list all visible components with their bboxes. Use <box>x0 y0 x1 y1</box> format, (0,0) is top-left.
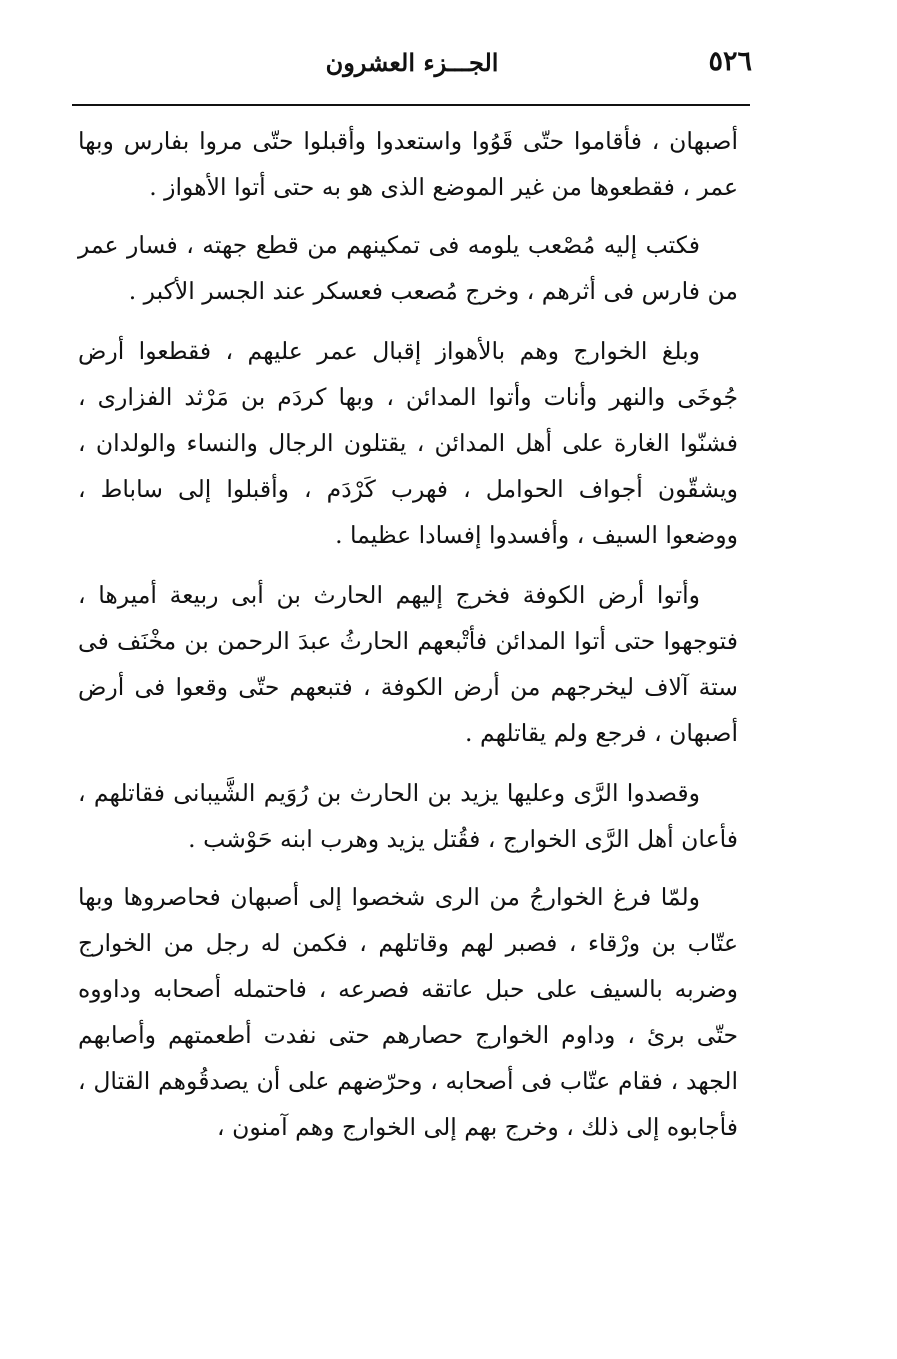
paragraph: فكتب إليه مُصْعب يلومه فى تمكينهم من قطع جهته ، فسار عمر من فارس فى أثرهم ، وخرج مُصعب فعسكر عند الجسر الأكبر . <box>78 231 738 305</box>
paragraph: وقصدوا الرَّى وعليها يزيد بن الحارث بن رُوَيم الشَّيبانى فقاتلهم ، فأعان أهل الرَّى الخوارج ، فقُتل يزيد وهرب ابنه حَوْشب . <box>78 779 738 853</box>
paragraph: ولمّا فرغ الخوارجُ من الرى شخصوا إلى أصبهان فحاصروها وبها عتّاب بن ورْقاء ، فصبر لهم وقاتلهم ، فكمن له رجل من الخوارج وضربه بالسيف على حبل عاتقه فصرعه ، فاحتمله أصحابه وداووه حتّى برئ ، وداوم الخوارج حصارهم حتى نفدت أطعمتهم وأصابهم الجهد ، فقام عتّاب فى أصحابه ، وحرّضهم على أن يصدقُوهم القتال ، فأجابوه إلى ذلك ، وخرج بهم إلى الخوارج وهم آمنون ، <box>78 883 738 1141</box>
header-divider <box>72 104 750 106</box>
paragraph: أصبهان ، فأقاموا حتّى قَوُوا واستعدوا وأقبلوا حتّى مروا بفارس وبها عمر ، فقطعوها من غير الموضع الذى هو به حتى أتوا الأهواز . <box>78 127 738 201</box>
page-body <box>78 118 738 1162</box>
page-header <box>72 38 752 98</box>
paragraph: وبلغ الخوارج وهم بالأهواز إقبال عمر عليهم ، فقطعوا أرض جُوخَى والنهر وأنات وأتوا المدائن ، وبها كردَم بن مَرْثد الفزارى ، فشنّوا الغارة على أهل المدائن ، يقتلون الرجال والنساء والولدان ، ويشقّون أجواف الحوامل ، فهرب كَرْدَم ، وأقبلوا إلى ساباط ، ووضعوا السيف ، وأفسدوا إفسادا عظيما . <box>78 337 738 549</box>
page-number: ٥٢٦ <box>708 46 752 77</box>
running-title: الجـــزء العشرون <box>325 48 499 77</box>
paragraph: وأتوا أرض الكوفة فخرج إليهم الحارث بن أبى ربيعة أميرها ، فتوجهوا حتى أتوا المدائن فأتْبعهم الحارثُ عبدَ الرحمن بن مخْنَف فى ستة آلاف ليخرجهم من أرض الكوفة ، فتبعهم حتّى وقعوا فى أرض أصبهان ، فرجع ولم يقاتلهم . <box>78 581 738 747</box>
